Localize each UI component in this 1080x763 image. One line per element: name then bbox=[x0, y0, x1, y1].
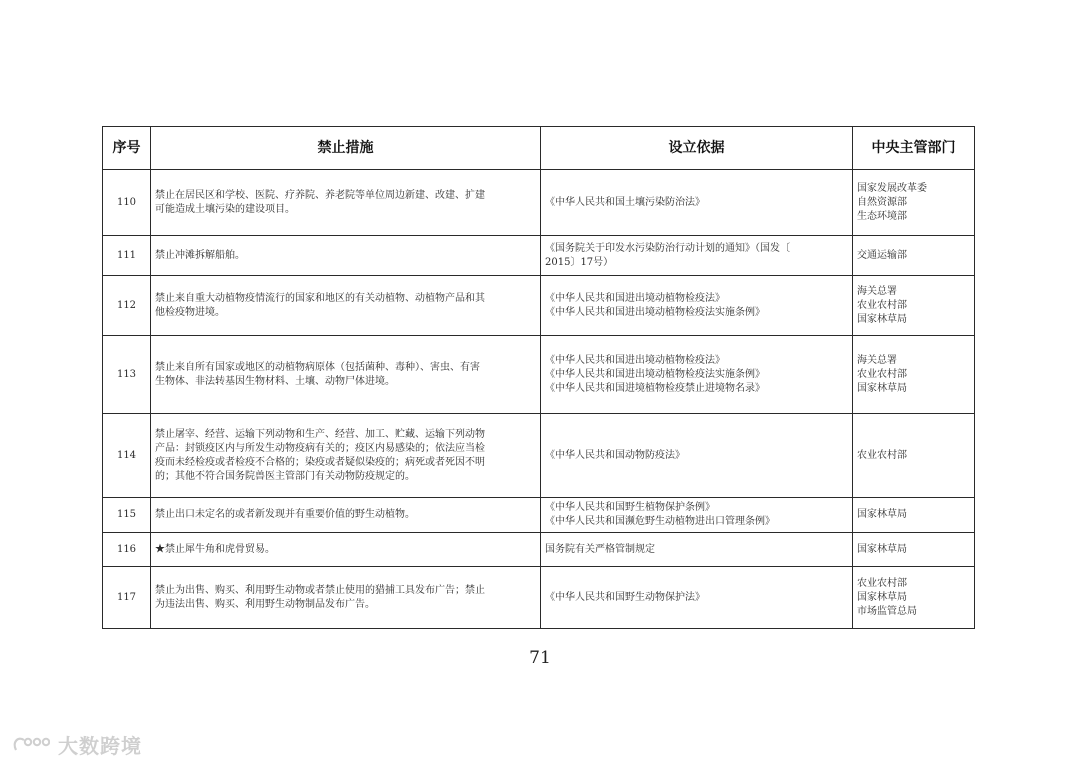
prohibition-measure bbox=[151, 533, 541, 567]
row-number: 117 bbox=[103, 567, 151, 629]
legal-basis-line: 《国务院关于印发水污染防治行动计划的通知》（国发〔 bbox=[545, 242, 790, 254]
central-department bbox=[853, 567, 975, 629]
central-department-line: 市场监管总局 bbox=[857, 605, 917, 617]
central-department bbox=[853, 498, 975, 533]
central-department-line: 农业农村部 bbox=[857, 299, 907, 311]
central-department bbox=[853, 414, 975, 498]
central-department-line: 农业农村部 bbox=[857, 577, 907, 589]
table-row bbox=[103, 170, 975, 236]
legal-basis bbox=[541, 276, 853, 336]
measures-table bbox=[102, 126, 975, 629]
watermark-text: 大数跨境 bbox=[58, 733, 142, 758]
central-department-line: 国家林草局 bbox=[857, 313, 907, 325]
central-department-line: 国家林草局 bbox=[857, 591, 907, 603]
header-basis: 设立依据 bbox=[541, 127, 853, 170]
table-row bbox=[103, 414, 975, 498]
legal-basis bbox=[541, 170, 853, 236]
row-number: 114 bbox=[103, 414, 151, 498]
legal-basis-line: 《中华人民共和国野生动物保护法》 bbox=[545, 591, 705, 603]
legal-basis-line: 国务院有关严格管制规定 bbox=[545, 543, 655, 555]
prohibition-measure-line: 禁止屠宰、经营、运输下列动物和生产、经营、加工、贮藏、运输下列动物 bbox=[155, 428, 485, 440]
legal-basis bbox=[541, 414, 853, 498]
prohibition-measure bbox=[151, 414, 541, 498]
legal-basis-line: 《中华人民共和国进境植物检疫禁止进境物名录》 bbox=[545, 382, 765, 394]
legal-basis bbox=[541, 336, 853, 414]
table-header-row bbox=[103, 127, 975, 170]
page-number: 71 bbox=[529, 648, 551, 668]
central-department-line: 农业农村部 bbox=[857, 449, 907, 461]
central-department-line: 海关总署 bbox=[857, 354, 897, 366]
prohibition-measure-line: ★禁止犀牛角和虎骨贸易。 bbox=[155, 543, 275, 555]
prohibition-measure-line: 疫而未经检疫或者检疫不合格的；染疫或者疑似染疫的；病死或者死因不明 bbox=[155, 456, 485, 468]
prohibition-measure-line: 产品：封锁疫区内与所发生动物疫病有关的；疫区内易感染的；依法应当检 bbox=[155, 442, 485, 454]
row-number: 115 bbox=[103, 498, 151, 533]
legal-basis-line: 《中华人民共和国动物防疫法》 bbox=[545, 449, 685, 461]
central-department-line: 海关总署 bbox=[857, 285, 897, 297]
watermark-logo-icon bbox=[10, 732, 50, 756]
central-department bbox=[853, 276, 975, 336]
central-department bbox=[853, 533, 975, 567]
header-dept: 中央主管部门 bbox=[853, 127, 975, 170]
legal-basis-line: 《中华人民共和国进出境动植物检疫法实施条例》 bbox=[545, 306, 765, 318]
watermark bbox=[10, 730, 142, 758]
central-department-line: 国家林草局 bbox=[857, 543, 907, 555]
legal-basis bbox=[541, 498, 853, 533]
header-no: 序号 bbox=[103, 127, 151, 170]
central-department-line: 国家发展改革委 bbox=[857, 182, 927, 194]
central-department-line: 自然资源部 bbox=[857, 196, 907, 208]
header-measure: 禁止措施 bbox=[151, 127, 541, 170]
legal-basis-line: 《中华人民共和国濒危野生动植物进出口管理条例》 bbox=[545, 516, 775, 527]
table-row bbox=[103, 336, 975, 414]
central-department-line: 农业农村部 bbox=[857, 368, 907, 380]
prohibition-measure bbox=[151, 567, 541, 629]
prohibition-measure bbox=[151, 236, 541, 276]
central-department-line: 生态环境部 bbox=[857, 210, 907, 222]
prohibition-measure-line: 禁止冲滩拆解船舶。 bbox=[155, 249, 245, 261]
prohibition-measure-line: 为违法出售、购买、利用野生动物制品发布广告。 bbox=[155, 598, 375, 610]
table-row bbox=[103, 276, 975, 336]
prohibition-measure bbox=[151, 170, 541, 236]
legal-basis-line: 《中华人民共和国进出境动植物检疫法》 bbox=[545, 354, 725, 366]
central-department-line: 交通运输部 bbox=[857, 249, 907, 261]
legal-basis-line: 《中华人民共和国野生植物保护条例》 bbox=[545, 502, 715, 513]
legal-basis bbox=[541, 236, 853, 276]
table-row bbox=[103, 567, 975, 629]
prohibition-measure-line: 他检疫物进境。 bbox=[155, 306, 225, 318]
table-row bbox=[103, 533, 975, 567]
prohibition-measure-line: 禁止在居民区和学校、医院、疗养院、养老院等单位周边新建、改建、扩建 bbox=[155, 189, 485, 201]
central-department bbox=[853, 336, 975, 414]
row-number: 111 bbox=[103, 236, 151, 276]
table-row bbox=[103, 236, 975, 276]
central-department-line: 国家林草局 bbox=[857, 382, 907, 394]
prohibition-measure-line: 禁止为出售、购买、利用野生动物或者禁止使用的猎捕工具发布广告；禁止 bbox=[155, 584, 485, 596]
row-number: 116 bbox=[103, 533, 151, 567]
central-department-line: 国家林草局 bbox=[857, 509, 907, 520]
prohibition-measure-line: 禁止出口未定名的或者新发现并有重要价值的野生动植物。 bbox=[155, 509, 415, 520]
prohibition-measure bbox=[151, 336, 541, 414]
legal-basis-line: 《中华人民共和国进出境动植物检疫法实施条例》 bbox=[545, 368, 765, 380]
prohibition-measure-line: 禁止来自所有国家或地区的动植物病原体（包括菌种、毒种）、害虫、有害 bbox=[155, 361, 480, 373]
prohibition-measure-line: 可能造成土壤污染的建设项目。 bbox=[155, 203, 295, 215]
legal-basis-line: 《中华人民共和国进出境动植物检疫法》 bbox=[545, 292, 725, 304]
central-department bbox=[853, 236, 975, 276]
legal-basis bbox=[541, 533, 853, 567]
row-number: 113 bbox=[103, 336, 151, 414]
legal-basis-line: 《中华人民共和国土壤污染防治法》 bbox=[545, 196, 705, 208]
legal-basis-line: 2015〕17号） bbox=[545, 256, 614, 268]
prohibition-measure-line: 禁止来自重大动植物疫情流行的国家和地区的有关动植物、动植物产品和其 bbox=[155, 292, 485, 304]
prohibition-measure bbox=[151, 498, 541, 533]
table-row bbox=[103, 498, 975, 533]
row-number: 112 bbox=[103, 276, 151, 336]
prohibition-measure-line: 生物体、非法转基因生物材料、土壤、动物尸体进境。 bbox=[155, 375, 395, 387]
row-number: 110 bbox=[103, 170, 151, 236]
central-department bbox=[853, 170, 975, 236]
prohibition-measure-line: 的；其他不符合国务院兽医主管部门有关动物防疫规定的。 bbox=[155, 470, 415, 482]
prohibition-measure bbox=[151, 276, 541, 336]
legal-basis bbox=[541, 567, 853, 629]
